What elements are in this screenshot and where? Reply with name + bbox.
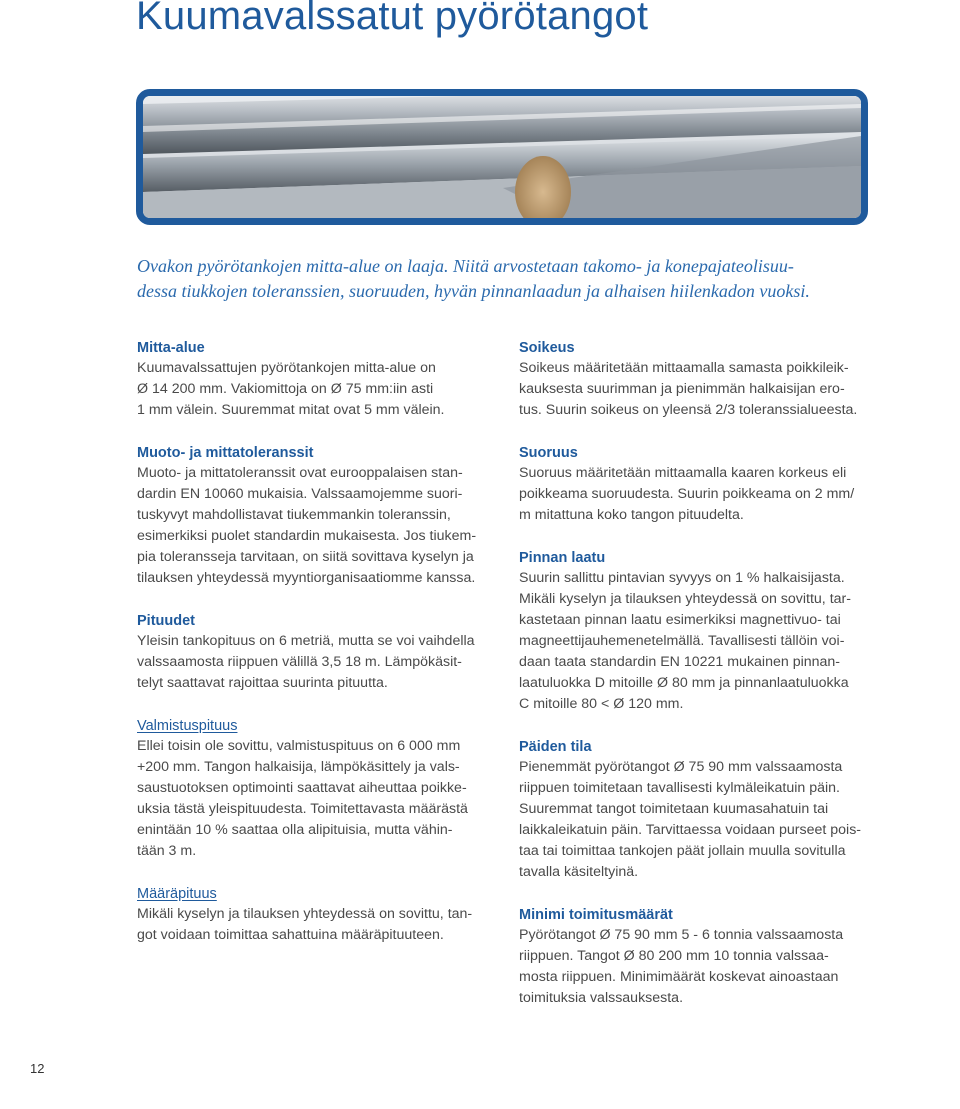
steel-bars-illustration — [143, 96, 861, 218]
text-line: tuskyvyt mahdollistavat tiukemmankin toleranssin, — [137, 507, 451, 523]
section-heading: Päiden tila — [519, 739, 592, 755]
section-heading: Suoruus — [519, 445, 578, 461]
text-line: toimituksia valssauksesta. — [519, 990, 684, 1006]
text-line: Suuremmat tangot toimitetaan kuumasahatuin tai — [519, 801, 829, 817]
text-line: 1 mm välein. Suuremmat mitat ovat 5 mm välein. — [137, 402, 445, 418]
section-body — [519, 925, 884, 1009]
section-minimi-toimitusmaarat — [519, 905, 884, 1009]
text-line: m mitattuna koko tangon pituudelta. — [519, 507, 744, 523]
text-line: tään 3 m. — [137, 843, 197, 859]
section-heading: Muoto- ja mittatoleranssit — [137, 445, 314, 461]
section-heading: Minimi toimitusmäärät — [519, 907, 673, 923]
text-line: tus. Suurin soikeus on yleensä 2/3 toleranssialueesta. — [519, 402, 858, 418]
text-line: Yleisin tankopituus on 6 metriä, mutta se voi vaihdella — [137, 633, 475, 649]
text-line: valssaamosta riippuen välillä 3,5 18 m. Lämpökäsit- — [137, 654, 462, 670]
text-line: telyt saattavat rajoittaa suurinta pituutta. — [137, 675, 388, 691]
section-body — [137, 358, 497, 421]
text-line: enintään 10 % saattaa olla alipituisia, mutta vähin- — [137, 822, 453, 838]
intro-paragraph — [137, 254, 872, 304]
text-line: got voidaan toimittaa sahattuina määräpituuteen. — [137, 927, 444, 943]
section-toleranssit — [137, 443, 497, 589]
text-line: +200 mm. Tangon halkaisija, lämpökäsittely ja vals- — [137, 759, 460, 775]
section-suoruus — [519, 443, 884, 526]
section-body — [519, 358, 884, 421]
section-body — [519, 757, 884, 883]
text-line: Mikäli kyselyn ja tilauksen yhteydessä on sovittu, tar- — [519, 591, 851, 607]
text-line: Pyörötangot Ø 75 90 mm 5 - 6 tonnia valssaamosta — [519, 927, 844, 943]
section-heading: Pituudet — [137, 613, 195, 629]
text-line: Kuumavalssattujen pyörötankojen mitta-alue on — [137, 360, 436, 376]
text-line: esimerkiksi puolet standardin mukaisesta. Jos tiukem- — [137, 528, 477, 544]
text-line: Mikäli kyselyn ja tilauksen yhteydessä on sovittu, tan- — [137, 906, 473, 922]
section-heading: Soikeus — [519, 340, 575, 356]
section-body — [519, 463, 884, 526]
section-body — [519, 568, 884, 715]
text-line: Soikeus määritetään mittaamalla samasta poikkileik- — [519, 360, 849, 376]
section-maarapituus — [137, 884, 497, 946]
text-line: dardin EN 10060 mukaisia. Valssaamojemme suori- — [137, 486, 463, 502]
text-line: C mitoille 80 < Ø 120 mm. — [519, 696, 684, 712]
left-column — [137, 338, 497, 946]
text-line: Ø 14 200 mm. Vakiomittoja on Ø 75 mm:iin asti — [137, 381, 434, 397]
text-line: taa tai toimittaa tankojen päät jollain muulla sovitulla — [519, 843, 846, 859]
right-column — [519, 338, 884, 1009]
text-line: Pienemmät pyörötangot Ø 75 90 mm valssaamosta — [519, 759, 843, 775]
section-heading: Valmistuspituus — [137, 718, 238, 734]
text-line: laatuluokka D mitoille Ø 80 mm ja pinnanlaatuluokka — [519, 675, 849, 691]
section-body — [137, 631, 497, 694]
section-valmistuspituus — [137, 716, 497, 862]
section-heading: Mitta-alue — [137, 340, 205, 356]
text-line: Suoruus määritetään mittaamalla kaaren korkeus eli — [519, 465, 847, 481]
text-line: saustuotoksen optimointi saattavat aiheuttaa poikke- — [137, 780, 467, 796]
text-line: Muoto- ja mittatoleranssit ovat eurooppalaisen stan- — [137, 465, 463, 481]
text-line: poikkeama suoruudesta. Suurin poikkeama on 2 mm/ — [519, 486, 855, 502]
section-pituudet — [137, 611, 497, 694]
text-line: kastetaan pinnan laatu esimerkiksi magnettivuo- tai — [519, 612, 841, 628]
intro-line: Ovakon pyörötankojen mitta-alue on laaja. Niitä arvostetaan takomo- ja konepajateolisuu- — [137, 256, 794, 276]
section-body — [137, 904, 497, 946]
section-body — [137, 463, 497, 589]
text-line: tilauksen yhteydessä myyntiorganisaatiomme kanssa. — [137, 570, 476, 586]
text-line: pia toleransseja tarvitaan, on siitä sovittava kyselyn ja — [137, 549, 474, 565]
section-heading: Pinnan laatu — [519, 550, 606, 566]
text-line: tavalla käsiteltyinä. — [519, 864, 639, 880]
text-line: Suurin sallittu pintavian syvyys on 1 % halkaisijasta. — [519, 570, 845, 586]
steel-bars-photo — [136, 89, 868, 225]
intro-line: dessa tiukkojen toleranssien, suoruuden, hyvän pinnanlaadun ja alhaisen hiilenkadon vuoksi. — [137, 281, 810, 301]
section-body — [137, 736, 497, 862]
section-soikeus — [519, 338, 884, 421]
section-paiden-tila — [519, 737, 884, 883]
text-line: uksia tästä yleispituudesta. Toimitettavasta määrästä — [137, 801, 468, 817]
page-title: Kuumavalssatut pyörötangot — [136, 0, 649, 38]
page-number: 12 — [30, 1061, 45, 1076]
section-pinnan-laatu — [519, 548, 884, 715]
section-heading: Määräpituus — [137, 886, 217, 902]
text-line: kauksesta suurimman ja pienimmän halkaisijan ero- — [519, 381, 845, 397]
text-line: magneettijauhemenetelmällä. Tavallisesti tällöin voi- — [519, 633, 845, 649]
text-line: riippuen toimitetaan tavallisesti kylmäleikatuin päin. — [519, 780, 840, 796]
section-mitta-alue — [137, 338, 497, 421]
text-line: riippuen. Tangot Ø 80 200 mm 10 tonnia valssaa- — [519, 948, 829, 964]
text-line: laikkaleikatuin päin. Tarvittaessa voidaan purseet pois- — [519, 822, 862, 838]
text-line: Ellei toisin ole sovittu, valmistuspituus on 6 000 mm — [137, 738, 461, 754]
text-line: daan taata standardin EN 10221 mukainen pinnan- — [519, 654, 841, 670]
text-line: mosta riippuen. Minimimäärät koskevat ainoastaan — [519, 969, 839, 985]
